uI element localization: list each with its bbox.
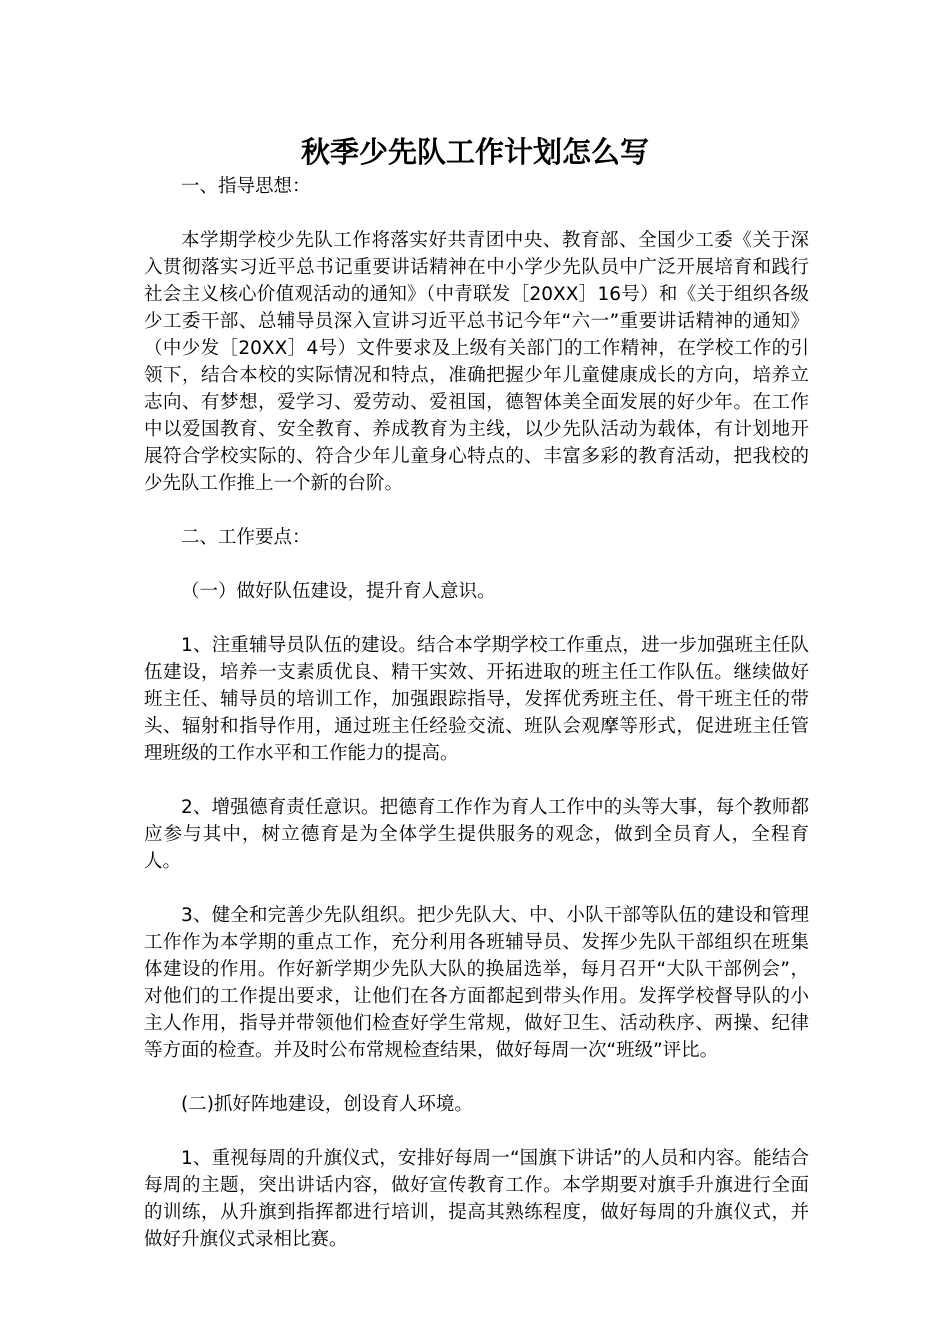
paragraph-moral-responsibility: 2、增强德育责任意识。把德育工作作为育人工作中的头等大事，每个教师都应参与其中，树立德育是为全体学生提供服务的观念，做到全员育人，全程育人。 — [144, 797, 809, 872]
subsection-heading-position-building: (二)抓好阵地建设，创设育人环境。 — [181, 1094, 473, 1115]
document-body — [144, 173, 809, 1253]
paragraph-organization: 3、健全和完善少先队组织。把少先队大、中、小队干部等队伍的建设和管理工作作为本学期的重点工作，充分利用各班辅导员、发挥少先队干部组织在班集体建设的作用。作好新学期少先队大队的换届选举，每月召开“大队干部例会”，对他们的工作提出要求，让他们在各方面都起到带头作用。发挥学校督导队的小主人作用，指导并带领他们检查好学生常规，做好卫生、活动秩序、两操、纪律等方面的检查。并及时公布常规检查结果，做好每周一次“班级”评比。 — [144, 905, 809, 1061]
subsection-heading-team-building: （一）做好队伍建设，提升育人意识。 — [181, 581, 496, 602]
section-heading-work-points: 二、工作要点： — [181, 527, 311, 548]
document-title: 秋季少先队工作计划怎么写 — [300, 135, 649, 169]
paragraph-flag-ceremony: 1、重视每周的升旗仪式，安排好每周一“国旗下讲话”的人员和内容。能结合每周的主题，突出讲话内容，做好宣传教育工作。本学期要对旗手升旗进行全面的训练，从升旗到指挥都进行培训，提高其熟练程度，做好每周的升旗仪式，并做好升旗仪式录相比赛。 — [144, 1148, 809, 1250]
section-heading-guiding-ideology: 一、指导思想： — [181, 176, 311, 197]
paragraph-guiding-ideology: 本学期学校少先队工作将落实好共青团中央、教育部、全国少工委《关于深入贯彻落实习近平总书记重要讲话精神在中小学少先队员中广泛开展培育和践行社会主义核心价值观活动的通知》（中青联发［20XX］16号）和《关于组织各级少工委干部、总辅导员深入宣讲习近平总书记今年“六一”重要讲话精神的通知》（中少发［20XX］4号）文件要求及上级有关部门的工作精神，在学校工作的引领下，结合本校的实际情况和特点，准确把握少年儿童健康成长的方向，培养立志向、有梦想，爱学习、爱劳动、爱祖国，德智体美全面发展的好少年。在工作中以爱国教育、安全教育、养成教育为主线，以少先队活动为载体，有计划地开展符合学校实际的、符合少年儿童身心特点的、丰富多彩的教育活动，把我校的少先队工作推上一个新的台阶。 — [144, 230, 809, 494]
paragraph-counselor-team: 1、注重辅导员队伍的建设。结合本学期学校工作重点，进一步加强班主任队伍建设，培养一支素质优良、精干实效、开拓进取的班主任工作队伍。继续做好班主任、辅导员的培训工作，加强跟踪指导，发挥优秀班主任、骨干班主任的带头、辐射和指导作用，通过班主任经验交流、班队会观摩等形式，促进班主任管理班级的工作水平和工作能力的提高。 — [144, 635, 809, 764]
